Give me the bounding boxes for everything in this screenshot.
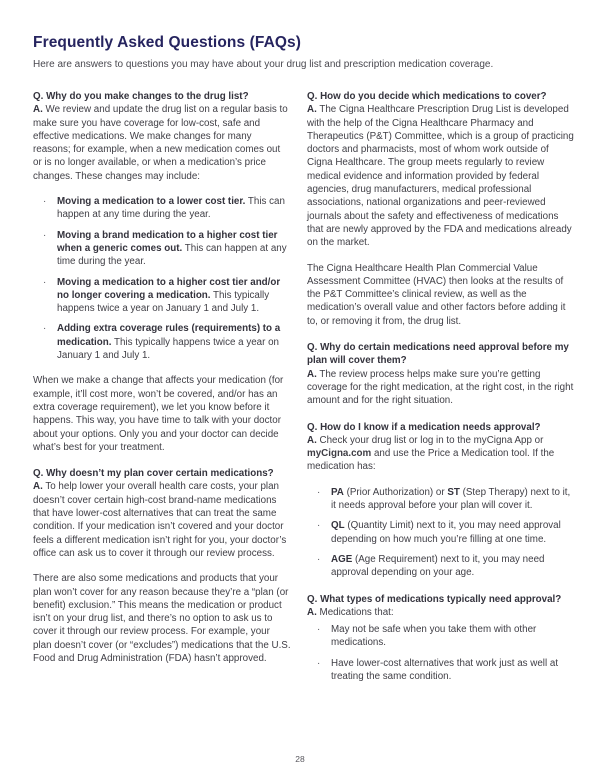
- answer-text: The review process helps make sure you’re getting coverage for the right medication, at the right cost, in the right amount and for the right situation.: [307, 368, 574, 407]
- page-number: 28: [295, 754, 305, 764]
- page-subtitle: Here are answers to questions you may have about your drug list and prescription medication coverage.: [33, 59, 494, 70]
- list-item-text: May not be safe when you take them with other medications.: [331, 624, 537, 649]
- list-item-text: Adding extra coverage rules (requirements) to a medication. This typically happens twice a year on January 1 and July 1.: [57, 323, 281, 362]
- faq-answer-know-approval: [307, 434, 574, 474]
- two-column-layout: [33, 90, 574, 695]
- faq-answer-changes: [33, 103, 291, 183]
- list-item-text: Have lower-cost alternatives that work just as well at treating the same condition.: [331, 657, 559, 682]
- answer-text: Check your drug list or log in to the myCigna App or: [316, 434, 544, 446]
- list-item-text: Moving a medication to a lower cost tier. This can happen at any time during the year.: [57, 196, 285, 221]
- faq-answer-decide-cover: [307, 103, 574, 249]
- bullet-marker: ·: [317, 657, 321, 669]
- faq-answer-need-approval: [307, 368, 574, 408]
- faq-question-typical-approval: Q. What types of medications typically need approval?: [307, 593, 562, 605]
- paragraph-change-notice: When we make a change that affects your medication (for example, it’ll cost more, won’t be covered, and/or has an extra coverage requirement), we let you know before it happens. This way, you have time to talk with your doctor about your options. Only you and your doctor can decide what’s best for your treatment.: [33, 375, 284, 453]
- list-item: [307, 553, 574, 580]
- answer-text: The Cigna Healthcare Prescription Drug List is developed with the help of the Cigna Healthcare Pharmacy and Therapeutics (P&T) Committee, which is a group of practicing doctors and pharmacists, most of whom work outside of Cigna Healthcare. The group meets regularly to review medical evidence and information provided by federal agencies, drug manufacturers, medical professional associations, national organizations and peer-reviewed journals about the safety and effectiveness of medications that are newly approved by the FDA and medications already on the market.: [307, 104, 574, 249]
- list-item-text: Moving a brand medication to a higher cost tier when a generic comes out. This can happen at any time during the year.: [57, 229, 287, 268]
- approval-codes-list: [307, 486, 574, 580]
- answer-label: A.: [33, 104, 43, 116]
- bullet-marker: ·: [43, 229, 47, 241]
- list-item-text: AGE (Age Requirement) next to it, you may need approval depending on your age.: [331, 553, 545, 579]
- list-item: [307, 623, 574, 650]
- faq-answer-typical-approval: [307, 606, 574, 619]
- answer-label: A.: [33, 481, 43, 493]
- column-right: [307, 90, 574, 695]
- list-item-text: PA (Prior Authorization) or ST (Step Therapy) next to it, it needs approval before your plan will cover it.: [331, 486, 571, 512]
- faq-question-decide-cover: Q. How do you decide which medications to cover?: [307, 91, 547, 102]
- bullet-marker: ·: [317, 520, 321, 532]
- column-left: [33, 90, 291, 695]
- answer-label: A.: [307, 368, 317, 380]
- page-footer: [0, 754, 600, 764]
- paragraph-plan-exclusion: There are also some medications and products that your plan won’t cover for any reason because they’re a “plan (or benefit) exclusion.” This means the medication or product isn’t on your drug list, and there’s no option to ask us to cover it through our review process. For example, your plan doesn’t cover (or “excludes”) medications that the U.S. Food and Drug Administration (FDA) hasn’t approved.: [33, 573, 291, 664]
- list-item: [33, 276, 291, 316]
- bullet-marker: ·: [43, 276, 47, 288]
- faq-answer-not-covered: [33, 480, 291, 560]
- answer-text: Medications that:: [316, 606, 394, 618]
- bullet-marker: ·: [317, 486, 321, 498]
- bullet-marker: ·: [317, 624, 321, 636]
- list-item: [33, 322, 291, 362]
- list-item-text: Moving a medication to a higher cost tier and/or no longer covering a medication. This typically happens twice a year on January 1 and July 1.: [57, 276, 281, 315]
- answer-text: and use the Price a Medication tool. If the medication has:: [307, 448, 555, 473]
- answer-label: A.: [307, 606, 317, 618]
- answer-text: To help lower your overall health care costs, your plan doesn’t cover certain high-cost brand-name medications that have lower-cost alternatives that can treat the same condition. If your medication isn’t covered and your doctor feels a different medication isn’t right for you, your doctor’s office can ask us to cover it through our review process.: [33, 481, 287, 559]
- answer-text: We review and update the drug list on a regular basis to make sure you have coverage for low-cost, safe and effective medications. We make changes for many reasons; for example, when a new medication comes out or is no longer available, or when a medication’s price changes. These changes may include:: [33, 104, 288, 182]
- list-item: [307, 486, 574, 513]
- answer-label: A.: [307, 104, 317, 116]
- faq-question-not-covered: Q. Why doesn’t my plan cover certain medications?: [33, 468, 274, 480]
- faq-question-changes: Q. Why do you make changes to the drug list?: [33, 91, 249, 102]
- faq-question-know-approval: Q. How do I know if a medication needs approval?: [307, 421, 541, 433]
- page-title: Frequently Asked Questions (FAQs): [33, 34, 301, 51]
- change-types-list: [33, 195, 291, 362]
- bullet-marker: ·: [43, 323, 47, 335]
- list-item: [33, 229, 291, 269]
- list-item: [307, 519, 574, 546]
- mycigna-site-text: myCigna.com: [307, 448, 372, 460]
- faq-question-need-approval: Q. Why do certain medications need approval before my plan will cover them?: [307, 342, 569, 367]
- bullet-marker: ·: [317, 553, 321, 565]
- typical-approval-list: [307, 623, 574, 683]
- bullet-marker: ·: [43, 196, 47, 208]
- list-item: [307, 657, 574, 684]
- answer-label: A.: [307, 434, 317, 446]
- list-item: [33, 195, 291, 222]
- list-item-text: QL (Quantity Limit) next to it, you may need approval depending on how much you’re filling at one time.: [331, 520, 561, 545]
- paragraph-hvac-committee: The Cigna Healthcare Health Plan Commercial Value Assessment Committee (HVAC) then looks at the results of the P&T Committee’s clinical review, as well as the medication’s overall value and other factors before adding it to, or removing it from, the drug list.: [307, 262, 566, 327]
